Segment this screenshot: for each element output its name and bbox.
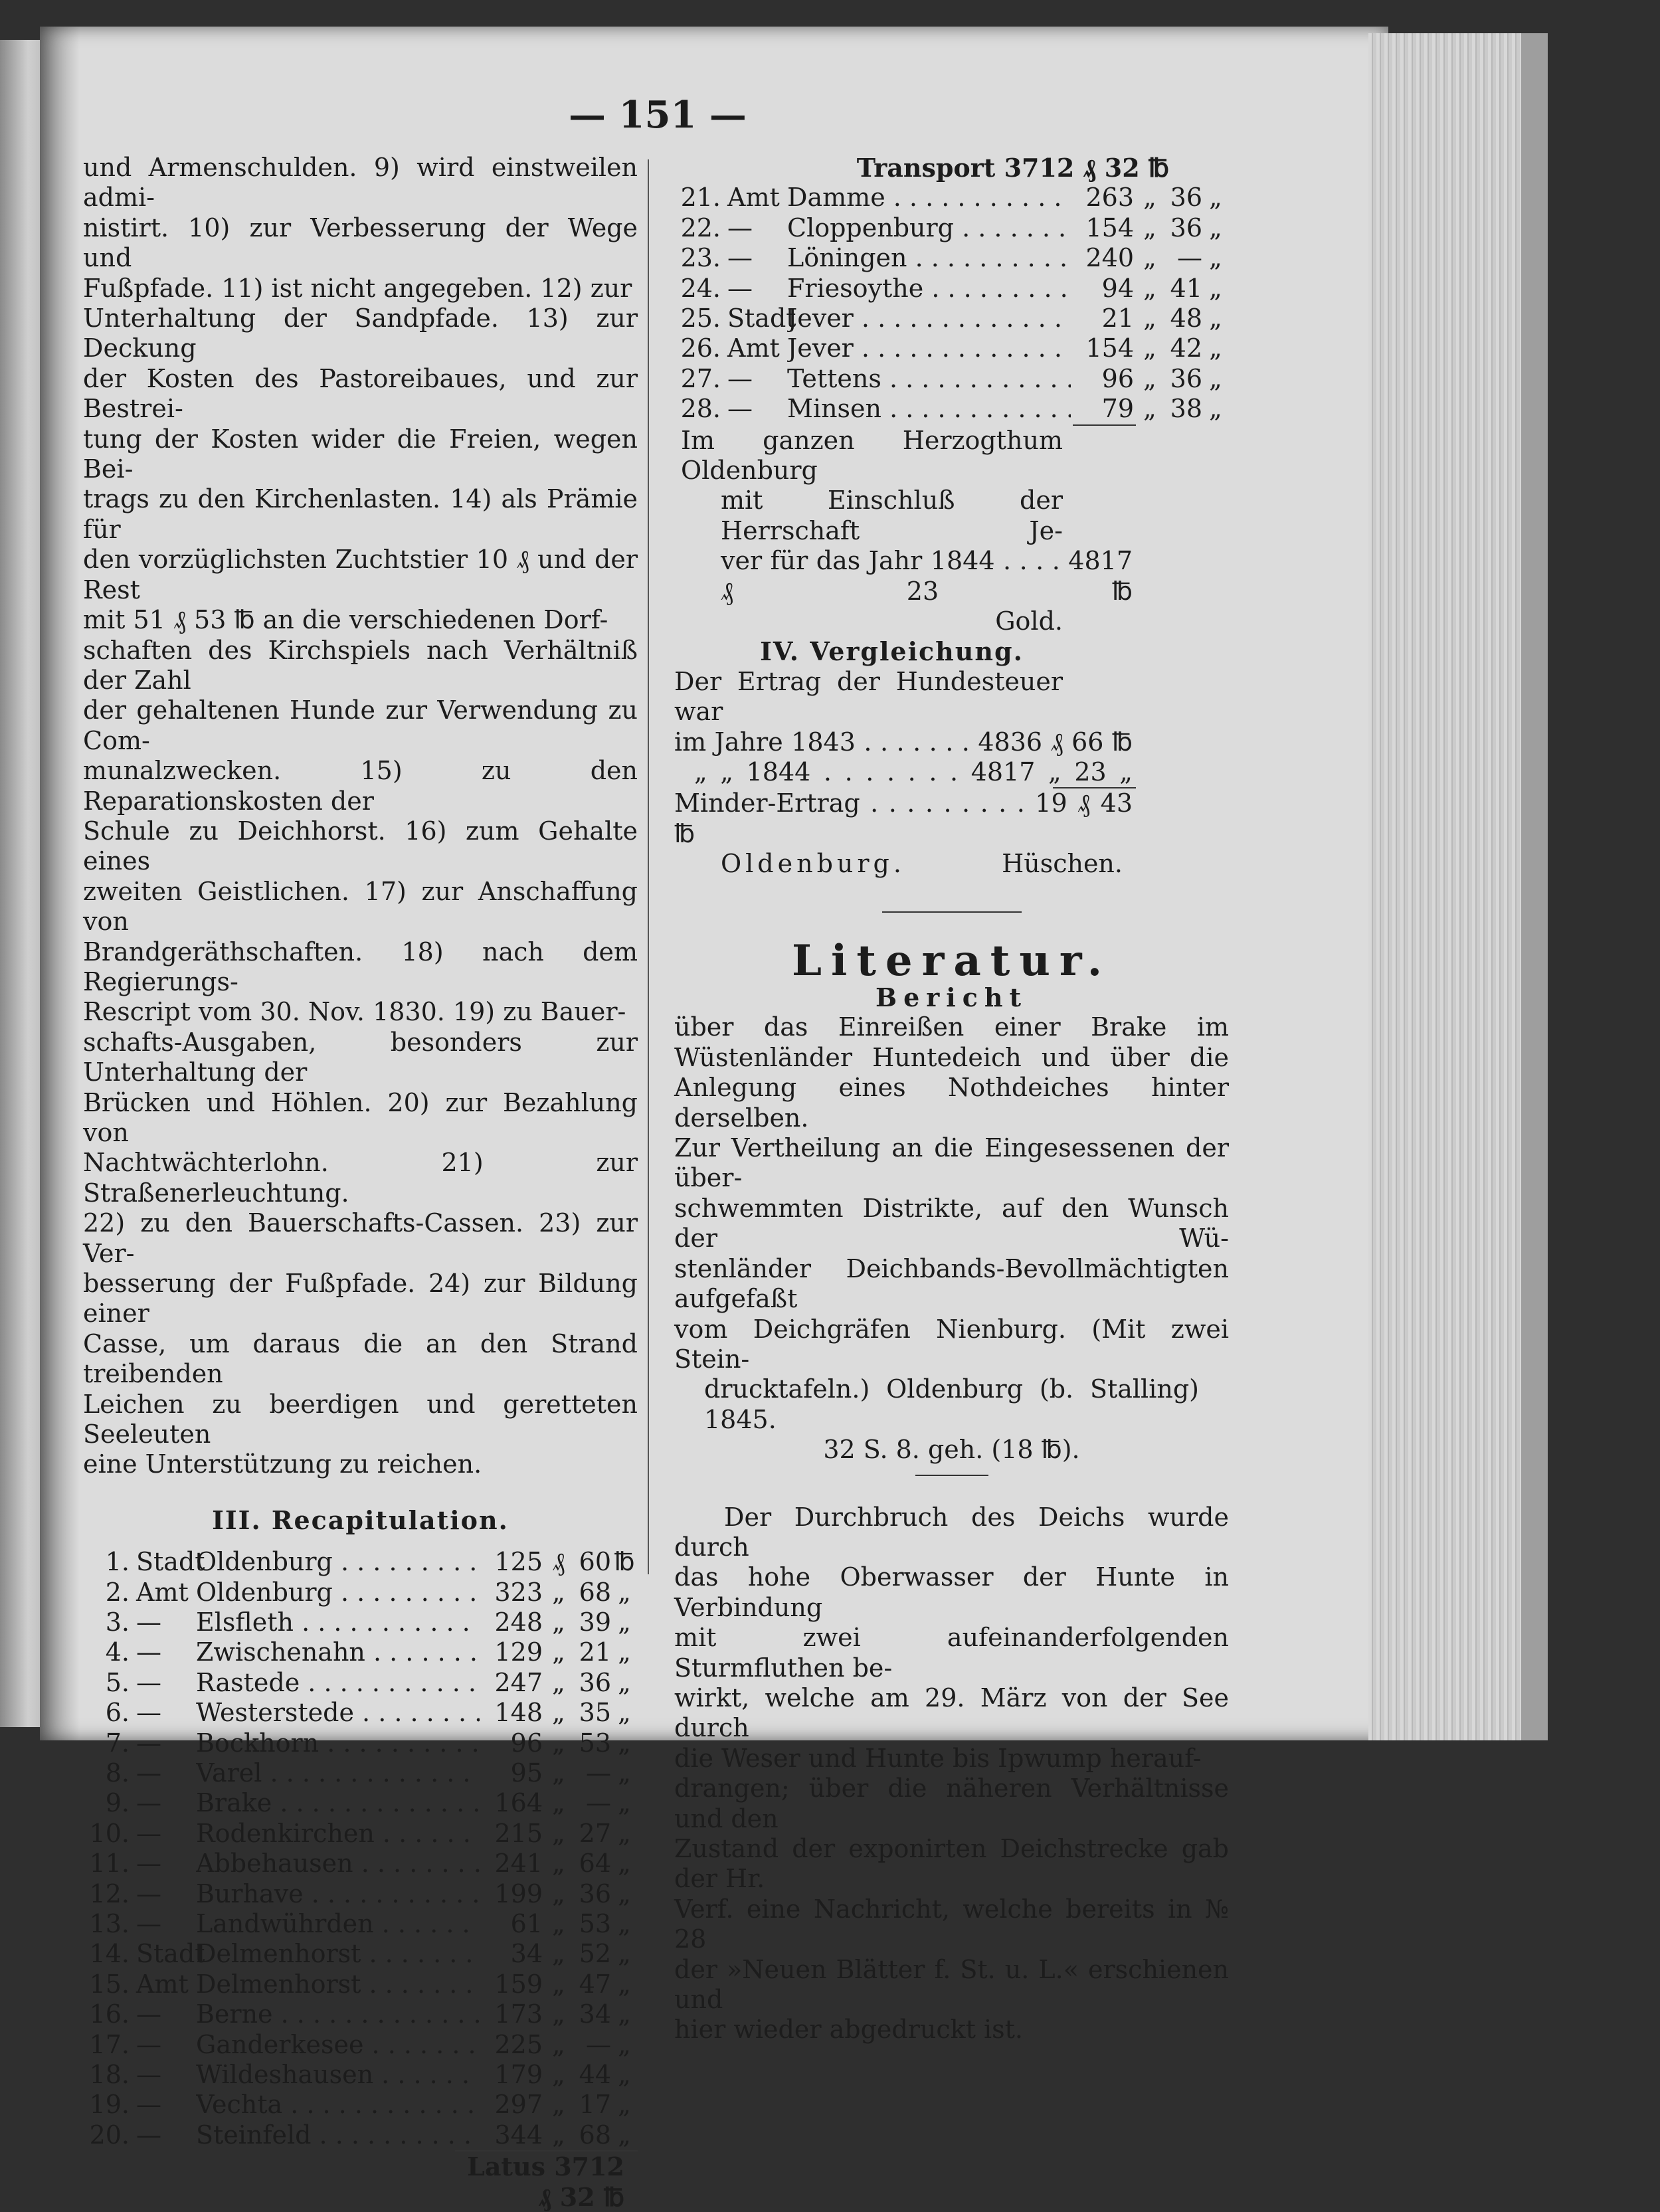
- sum-rule: [1073, 424, 1136, 426]
- cell-name: Bockhorn . . .: [196, 1728, 480, 1758]
- cell-v2: 42: [1170, 333, 1202, 363]
- cell-no: 23.: [680, 243, 721, 273]
- cell-u2: „: [618, 2029, 631, 2059]
- cell-u2: „: [618, 1608, 631, 1637]
- total-line: ver für das Jahr 1844 . . . . 4817 ₰ 23 ℔: [721, 546, 1133, 606]
- text-line: Leichen zu beerdigen und geretteten Seeleuten: [83, 1389, 638, 1449]
- cell-v2: 64: [579, 1849, 611, 1879]
- cell-pre: Amt: [136, 1969, 189, 1999]
- spine-shadow: [40, 27, 80, 1740]
- cell-u2: „: [1209, 273, 1222, 303]
- right-column: [674, 153, 1229, 2045]
- cell-u2: „: [618, 1939, 631, 1969]
- cell-name: Abbehausen . . .: [196, 1849, 480, 1879]
- total-line: mit Einschluß der Herrschaft Je-: [721, 486, 1063, 545]
- cell-v1: 94: [1101, 273, 1134, 303]
- cell-pre: —: [136, 1849, 161, 1879]
- cell-name: Brake . . .: [196, 1788, 480, 1818]
- citation-line: drucktafeln.) Oldenburg (b. Stalling) 1845.: [704, 1374, 1199, 1434]
- cell-name: Elsfleth . . .: [196, 1608, 480, 1637]
- cell-v1: 95: [510, 1758, 543, 1788]
- cell-no: 10.: [89, 1818, 130, 1848]
- cell-u1: „: [552, 1667, 565, 1697]
- cell-v2: 60: [579, 1547, 611, 1577]
- cell-pre: Stadt: [136, 1547, 205, 1577]
- cell-no: 24.: [680, 273, 721, 303]
- cell-v2: 39: [579, 1608, 611, 1637]
- cell-u1: „: [552, 2029, 565, 2059]
- cell-no: 18.: [89, 2059, 130, 2089]
- cell-v1: 215: [494, 1818, 543, 1848]
- cell-no: 9.: [105, 1788, 130, 1818]
- cell-pre: —: [136, 1758, 161, 1788]
- cell-v1: 79: [1101, 394, 1134, 424]
- text-line: den vorzüglichsten Zuchtstier 10 ₰ und der Rest: [83, 545, 638, 604]
- table-row: [674, 243, 1229, 273]
- cell-pre: Stadt: [136, 1939, 205, 1969]
- cell-pre: —: [136, 1818, 161, 1848]
- cell-name: Ganderkesee . . .: [196, 2030, 480, 2060]
- cell-v1: 34: [510, 1939, 543, 1969]
- cell-name: Delmenhorst . . .: [196, 1939, 480, 1969]
- table-row: [83, 1637, 638, 1667]
- cell-v2: 36: [1170, 213, 1202, 242]
- cell-v1: 344: [494, 2120, 543, 2150]
- cell-pre: —: [136, 2059, 161, 2089]
- cell-name: Westerstede . . .: [196, 1698, 480, 1728]
- cell-u2: „: [618, 1818, 631, 1848]
- review-line: wirkt, welche am 29. März von der See durch: [674, 1683, 1229, 1743]
- vergleich-line: Der Ertrag der Hundesteuer war: [674, 666, 1063, 727]
- cell-u1: „: [552, 1637, 565, 1667]
- table-row: [83, 1849, 638, 1879]
- cell-name: Zwischenahn . . .: [196, 1637, 480, 1667]
- cell-no: 27.: [680, 363, 721, 393]
- cell-v1: 225: [494, 2029, 543, 2059]
- sign-name: Hüschen.: [1002, 849, 1123, 879]
- table-row: [83, 1547, 638, 1577]
- cell-v2: 36: [1170, 183, 1202, 213]
- cell-u2: „: [618, 1879, 631, 1908]
- table-row: [83, 2120, 638, 2150]
- cell-v2: 41: [1170, 273, 1202, 303]
- cell-pre: —: [727, 394, 753, 424]
- table-row: [83, 1608, 638, 1637]
- cell-pre: —: [727, 363, 753, 393]
- cell-v1: 297: [494, 2090, 543, 2120]
- footnote-paragraph: [83, 153, 638, 1480]
- recap-heading: III. Recapitulation.: [212, 1505, 509, 1535]
- cell-u1: „: [552, 1728, 565, 1758]
- citation-line: Anlegung eines Nothdeiches hinter derselben.: [674, 1073, 1229, 1133]
- cell-v1: 96: [1101, 363, 1134, 393]
- table-row: [83, 1728, 638, 1758]
- recap-table-continued: [674, 183, 1229, 424]
- text-line: trags zu den Kirchenlasten. 14) als Prämie für: [83, 484, 638, 544]
- cell-u2: „: [618, 1698, 631, 1728]
- cell-name: Cloppenburg . . .: [787, 213, 1071, 243]
- review-line: der »Neuen Blätter f. St. u. L.« erschienen und: [674, 1954, 1229, 2015]
- table-row: [83, 1788, 638, 1818]
- cell-no: 20.: [89, 2120, 130, 2150]
- cell-u1: „: [1143, 243, 1156, 273]
- text-line: der gehaltenen Hunde zur Verwendung zu Com-: [83, 695, 638, 755]
- cell-v1: 173: [494, 1999, 543, 2029]
- cell-no: 3.: [105, 1608, 130, 1637]
- review-line: die Weser und Hunte bis Ipwump herauf-: [674, 1743, 1202, 1773]
- cell-u2: „: [618, 1758, 631, 1788]
- cell-name: Minsen . . .: [787, 394, 1071, 424]
- table-row: [83, 1879, 638, 1909]
- cell-v1: 96: [510, 1728, 543, 1758]
- cell-u1: „: [552, 1758, 565, 1788]
- review-line: hier wieder abgedruckt ist.: [674, 2015, 1024, 2045]
- cell-no: 22.: [680, 213, 721, 242]
- cell-pre: —: [136, 1879, 161, 1908]
- table-row: [674, 183, 1229, 213]
- text-line: schaften des Kirchspiels nach Verhältniß der Zahl: [83, 635, 638, 695]
- text-line: besserung der Fußpfade. 24) zur Bildung einer: [83, 1269, 638, 1329]
- review-line: mit zwei aufeinanderfolgenden Sturmfluthen be-: [674, 1623, 1229, 1683]
- table-row: [83, 2060, 638, 2090]
- cell-u2: „: [618, 1577, 631, 1607]
- cell-no: 14.: [89, 1939, 130, 1969]
- cell-u1: „: [552, 1698, 565, 1728]
- cell-no: 25.: [680, 303, 721, 333]
- cell-no: 8.: [105, 1758, 130, 1788]
- cell-u1: „: [552, 2059, 565, 2089]
- review-line: Verf. eine Nachricht, welche bereits in № 28: [674, 1894, 1229, 1954]
- cell-v1: 179: [494, 2059, 543, 2089]
- cell-name: Tettens . . .: [787, 364, 1071, 394]
- cell-u1: „: [552, 2090, 565, 2120]
- cell-name: Vechta . . .: [196, 2090, 480, 2120]
- cell-u2: „: [1209, 303, 1222, 333]
- cell-pre: Amt: [727, 183, 780, 213]
- review-line: Zustand der exponirten Deichstrecke gab der Hr.: [674, 1834, 1229, 1894]
- cell-name: Landwührden . . .: [196, 1909, 480, 1939]
- text-line: Nachtwächterlohn. 21) zur Straßenerleuchtung.: [83, 1148, 638, 1208]
- cell-u1: „: [1143, 333, 1156, 363]
- table-row: [83, 1698, 638, 1728]
- cell-u1: „: [1143, 394, 1156, 424]
- cell-u2: „: [618, 1999, 631, 2029]
- cell-name: Wildeshausen . . .: [196, 2060, 480, 2090]
- cell-u1: „: [552, 1969, 565, 1999]
- text-line: schafts-Ausgaben, besonders zur Unterhaltung der: [83, 1027, 638, 1087]
- vergleich-line: „ „ 1844 . . . . . . . 4817 „ 23 „: [694, 757, 1133, 786]
- text-line: eine Unterstützung zu reichen.: [83, 1449, 482, 1479]
- cell-no: 19.: [89, 2090, 130, 2120]
- text-line: Brandgeräthschaften. 18) nach dem Regierungs-: [83, 937, 638, 996]
- cell-pre: —: [136, 1908, 161, 1938]
- sign-place: Oldenburg.: [721, 849, 905, 879]
- cell-no: 1.: [105, 1547, 130, 1577]
- cell-no: 12.: [89, 1879, 130, 1908]
- cell-u2: „: [1209, 394, 1222, 424]
- cell-u1: „: [552, 1939, 565, 1969]
- cell-pre: —: [727, 213, 753, 242]
- latus-line: Latus 3712 ₰ 32 ℔: [455, 2150, 638, 2212]
- cell-no: 26.: [680, 333, 721, 363]
- minder-line: Minder-Ertrag . . . . . . . . . 19 ₰ 43 ℔: [674, 788, 1133, 848]
- cell-v1: 248: [494, 1608, 543, 1637]
- cell-no: 5.: [105, 1667, 130, 1697]
- table-row: [83, 1758, 638, 1788]
- cell-name: Varel . . .: [196, 1758, 480, 1788]
- cell-v2: 36: [579, 1667, 611, 1697]
- cell-name: Oldenburg . . .: [196, 1547, 480, 1577]
- table-row: [83, 2030, 638, 2060]
- total-line: Im ganzen Herzogthum Oldenburg: [681, 425, 1063, 485]
- cell-name: Jever . . .: [787, 333, 1071, 363]
- page-number: — 151 —: [569, 93, 747, 137]
- text-line: zweiten Geistlichen. 17) zur Anschaffung von: [83, 876, 638, 937]
- recap-table: [83, 1547, 638, 2150]
- cell-v2: 21: [579, 1637, 611, 1667]
- cell-v1: 154: [1085, 333, 1134, 363]
- cell-u1: „: [552, 2120, 565, 2150]
- table-row: [83, 1939, 638, 1969]
- citation-rule: [915, 1475, 988, 1476]
- cell-pre: —: [136, 1999, 161, 2029]
- cell-u1: „: [1143, 363, 1156, 393]
- left-column: [83, 153, 638, 2212]
- cell-u2: „: [618, 1728, 631, 1758]
- citation-line: Zur Vertheilung an die Eingesessenen der über-: [674, 1133, 1229, 1193]
- cell-u2: „: [618, 1667, 631, 1697]
- cell-name: Löningen . . .: [787, 243, 1071, 273]
- citation-line: 32 S. 8. geh. (18 ℔).: [823, 1435, 1080, 1465]
- cell-u1: ₰: [552, 1547, 565, 1577]
- cell-pre: Amt: [727, 333, 780, 363]
- review-paragraph: [674, 1503, 1229, 2045]
- text-line: tung der Kosten wider die Freien, wegen Bei-: [83, 424, 638, 484]
- cell-name: Burhave . . .: [196, 1879, 480, 1909]
- review-line: Der Durchbruch des Deichs wurde durch: [674, 1502, 1229, 1562]
- cell-v2: 17: [579, 2090, 611, 2120]
- cell-v1: 199: [494, 1879, 543, 1908]
- vergleich-line: im Jahre 1843 . . . . . . . 4836 ₰ 66 ℔: [674, 727, 1133, 757]
- cell-u1: „: [1143, 273, 1156, 303]
- cell-v2: —: [586, 2029, 611, 2059]
- cell-u2: „: [1209, 363, 1222, 393]
- cell-no: 17.: [89, 2029, 130, 2059]
- cell-v2: 44: [579, 2059, 611, 2089]
- cell-v2: —: [586, 1758, 611, 1788]
- cell-name: Berne . . .: [196, 1999, 480, 2029]
- cell-u1: „: [1143, 213, 1156, 242]
- cell-v1: 61: [510, 1908, 543, 1938]
- cell-u2: „: [618, 1637, 631, 1667]
- cell-u2: „: [618, 1908, 631, 1938]
- cell-no: 15.: [89, 1969, 130, 1999]
- cell-u2: „: [618, 2059, 631, 2089]
- table-row: [674, 274, 1229, 304]
- cell-v2: 36: [1170, 363, 1202, 393]
- cell-name: Steinfeld . . .: [196, 2120, 480, 2150]
- cell-pre: Amt: [136, 1577, 189, 1607]
- cell-u2: „: [618, 1849, 631, 1879]
- cell-u1: „: [552, 1577, 565, 1607]
- signature: [721, 849, 1123, 879]
- table-row: [83, 1578, 638, 1608]
- table-row: [83, 1999, 638, 2029]
- table-row: [674, 333, 1229, 363]
- cell-u2: „: [1209, 213, 1222, 242]
- cell-u1: „: [552, 1999, 565, 2029]
- cell-u2: ℔: [614, 1547, 635, 1577]
- cell-name: Jever . . .: [787, 304, 1071, 333]
- book-citation: [674, 1012, 1229, 1465]
- cell-v1: 129: [494, 1637, 543, 1667]
- cell-v1: 240: [1085, 243, 1134, 273]
- cell-pre: —: [727, 243, 753, 273]
- cell-v2: 48: [1170, 303, 1202, 333]
- cell-name: Friesoythe . . .: [787, 274, 1071, 304]
- cell-no: 6.: [105, 1698, 130, 1728]
- cell-no: 11.: [89, 1849, 130, 1879]
- cell-no: 7.: [105, 1728, 130, 1758]
- cell-u2: „: [618, 1788, 631, 1818]
- citation-line: über das Einreißen einer Brake im: [674, 1012, 1229, 1042]
- text-line: Fußpfade. 11) ist nicht angegeben. 12) zur: [83, 273, 632, 303]
- transport-line: Transport 3712 ₰ 32 ℔: [856, 153, 1169, 183]
- cell-pre: —: [136, 1637, 161, 1667]
- cell-u1: „: [552, 1818, 565, 1848]
- cell-pre: —: [136, 1728, 161, 1758]
- cell-no: 16.: [89, 1999, 130, 2029]
- cell-pre: Stadt: [727, 303, 796, 333]
- cell-u2: „: [618, 2090, 631, 2120]
- cell-u1: „: [552, 1908, 565, 1938]
- text-line: Brücken und Höhlen. 20) zur Bezahlung von: [83, 1087, 638, 1147]
- gold-note: Gold.: [995, 606, 1063, 636]
- cell-v2: 27: [579, 1818, 611, 1848]
- table-row: [674, 394, 1229, 424]
- cell-v2: 68: [579, 2120, 611, 2150]
- cell-v1: 21: [1101, 303, 1134, 333]
- cell-u1: „: [552, 1879, 565, 1908]
- cell-pre: —: [136, 1667, 161, 1697]
- bericht-heading: Bericht: [875, 982, 1028, 1013]
- text-line: nistirt. 10) zur Verbesserung der Wege und: [83, 213, 638, 273]
- cell-pre: —: [136, 2090, 161, 2120]
- cell-no: 28.: [680, 394, 721, 424]
- text-line: munalzwecken. 15) zu den Reparationskosten der: [83, 756, 638, 816]
- cell-pre: —: [136, 1608, 161, 1637]
- cell-no: 13.: [89, 1908, 130, 1938]
- text-line: und Armenschulden. 9) wird einstweilen admi-: [83, 153, 638, 213]
- review-line: drangen; über die näheren Verhältnisse und den: [674, 1774, 1229, 1833]
- text-line: mit 51 ₰ 53 ℔ an die verschiedenen Dorf-: [83, 605, 608, 635]
- cell-v2: 47: [579, 1969, 611, 1999]
- cell-v2: 38: [1170, 394, 1202, 424]
- cell-u2: „: [618, 2120, 631, 2150]
- cell-v1: 164: [494, 1788, 543, 1818]
- text-line: Schule zu Deichhorst. 16) zum Gehalte eines: [83, 816, 638, 876]
- cell-u1: „: [552, 1608, 565, 1637]
- cell-v1: 159: [494, 1969, 543, 1999]
- cell-no: 2.: [105, 1577, 130, 1607]
- cell-no: 4.: [105, 1637, 130, 1667]
- cell-v2: 53: [579, 1908, 611, 1938]
- cell-v2: 36: [579, 1879, 611, 1908]
- review-line: das hohe Oberwasser der Hunte in Verbindung: [674, 1562, 1229, 1622]
- cell-pre: —: [136, 2120, 161, 2150]
- cell-u1: „: [552, 1849, 565, 1879]
- cell-v1: 247: [494, 1667, 543, 1697]
- table-row: [83, 2090, 638, 2120]
- cell-u1: „: [1143, 303, 1156, 333]
- cell-v2: 68: [579, 1577, 611, 1607]
- table-row: [83, 1970, 638, 1999]
- cell-v2: —: [1177, 243, 1202, 273]
- cell-u1: „: [552, 1788, 565, 1818]
- text-line: Unterhaltung der Sandpfade. 13) zur Deckung: [83, 304, 638, 363]
- cell-v2: 34: [579, 1999, 611, 2029]
- table-row: [674, 213, 1229, 243]
- cell-v1: 148: [494, 1698, 543, 1728]
- cell-v1: 125: [494, 1547, 543, 1577]
- cell-name: Delmenhorst . . .: [196, 1970, 480, 1999]
- table-row: [83, 1909, 638, 1939]
- text-line: Casse, um daraus die an den Strand treibenden: [83, 1329, 638, 1389]
- section-rule: [882, 911, 1022, 913]
- cell-name: Oldenburg . . .: [196, 1578, 480, 1608]
- cell-no: 21.: [680, 183, 721, 213]
- text-line: 22) zu den Bauerschafts-Cassen. 23) zur Ver-: [83, 1208, 638, 1268]
- cell-v1: 263: [1085, 183, 1134, 213]
- cell-u2: „: [618, 1969, 631, 1999]
- cell-u1: „: [1143, 183, 1156, 213]
- cell-v1: 323: [494, 1577, 543, 1607]
- citation-line: schwemmten Distrikte, auf den Wunsch der Wü-: [674, 1193, 1229, 1253]
- citation-line: vom Deichgräfen Nienburg. (Mit zwei Stein-: [674, 1314, 1229, 1374]
- literatur-heading: Literatur.: [792, 935, 1111, 986]
- cell-u2: „: [1209, 183, 1222, 213]
- cell-u2: „: [1209, 243, 1222, 273]
- page-edges: [1368, 33, 1548, 1740]
- cell-name: Rastede . . .: [196, 1668, 480, 1698]
- citation-line: stenländer Deichbands-Bevollmächtigten aufgefaßt: [674, 1253, 1229, 1314]
- cell-u2: „: [1209, 333, 1222, 363]
- cell-v1: 154: [1085, 213, 1134, 242]
- cell-v2: 35: [579, 1698, 611, 1728]
- cell-name: Rodenkirchen . . .: [196, 1819, 480, 1849]
- table-row: [83, 1668, 638, 1698]
- citation-line: Wüstenländer Huntedeich und über die: [674, 1042, 1229, 1072]
- table-row: [83, 1819, 638, 1849]
- text-line: der Kosten des Pastoreibaues, und zur Bestrei-: [83, 363, 638, 424]
- cell-v1: 241: [494, 1849, 543, 1879]
- cell-v2: —: [586, 1788, 611, 1818]
- table-row: [674, 364, 1229, 394]
- cell-name: Damme . . .: [787, 183, 1071, 213]
- vergleich-heading: IV. Vergleichung.: [760, 636, 1024, 667]
- cell-pre: —: [727, 273, 753, 303]
- cell-v2: 53: [579, 1728, 611, 1758]
- text-line: Rescript vom 30. Nov. 1830. 19) zu Bauer-: [83, 997, 626, 1027]
- cell-pre: —: [136, 2029, 161, 2059]
- cell-pre: —: [136, 1788, 161, 1818]
- column-divider: [648, 159, 649, 1574]
- cell-pre: —: [136, 1698, 161, 1728]
- cell-v2: 52: [579, 1939, 611, 1969]
- table-row: [674, 304, 1229, 333]
